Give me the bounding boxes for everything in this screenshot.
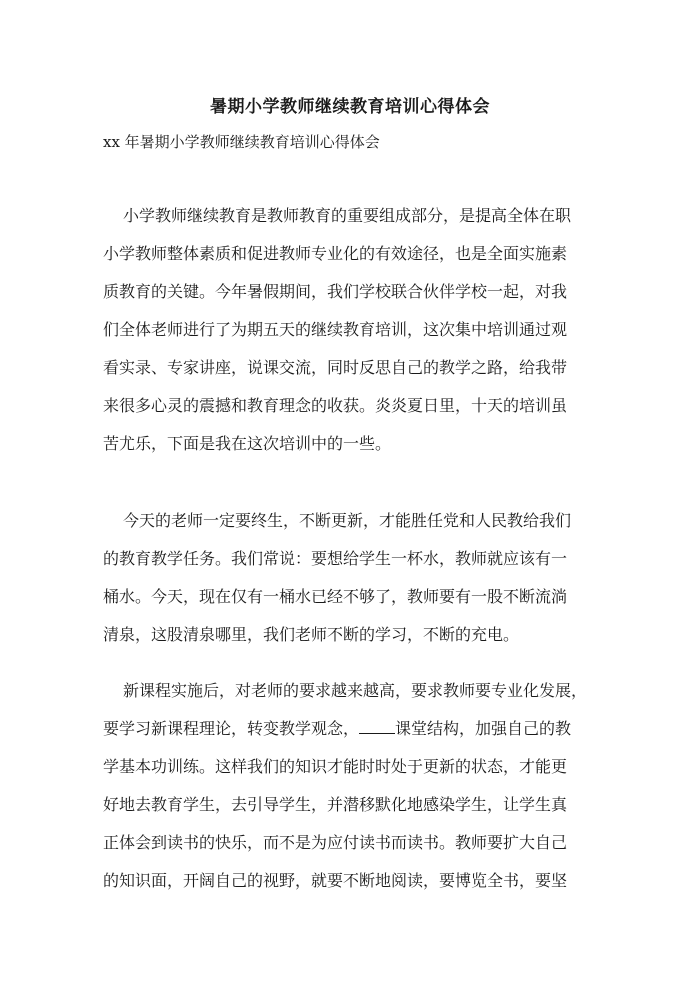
fill-in-blank [359,719,395,734]
paragraph-line: 小学教师继续教育是教师教育的重要组成部分，是提高全体在职 [123,206,572,225]
paragraph-1 [103,197,598,463]
paragraph-line-with-blank [103,710,598,748]
paragraph-line: 学基本功训练。这样我们的知识才能时时处于更新的状态，才能更 [103,757,568,776]
paragraph-line: 们全体老师进行了为期五天的继续教育培训，这次集中培训通过观 [103,320,568,339]
document-title: 暑期小学教师继续教育培训心得体会 [210,97,490,117]
paragraph-line: 好地去教育学生，去引导学生，并潜移默化地感染学生，让学生真 [103,795,568,814]
line-tail: 课堂结构，加强自己的教 [395,719,572,738]
paragraph-line: 的教育教学任务。我们常说：要想给学生一杯水，教师就应该有一 [103,549,568,568]
paragraph-line: 桶水。今天，现在仅有一桶水已经不够了，教师要有一股不断流淌 [103,587,568,606]
paragraph-line: 来很多心灵的震撼和教育理念的收获。炎炎夏日里，十天的培训虽 [103,396,568,415]
paragraph-line: 清泉，这股清泉哪里，我们老师不断的学习，不断的充电。 [103,625,520,644]
paragraph-line: 苦尤乐，下面是我在这次培训中的一些。 [103,434,392,453]
paragraph-line: 小学教师整体素质和促进教师专业化的有效途径，也是全面实施素 [103,244,568,263]
paragraph-3 [103,672,598,900]
paragraph-line: 今天的老师一定要终生，不断更新，才能胜任党和人民教给我们 [123,511,572,530]
paragraph-line: 新课程实施后，对老师的要求越来越高，要求教师要专业化发展， [123,681,588,700]
line-head: 要学习新课程理论，转变教学观念， [103,719,360,738]
paragraph-line: 看实录、专家讲座，说课交流，同时反思自己的教学之路，给我带 [103,358,568,377]
document-subtitle: xx 年暑期小学教师继续教育培训心得体会 [103,133,380,151]
paragraph-line: 质教育的关键。今年暑假期间，我们学校联合伙伴学校一起，对我 [103,282,568,301]
paragraph-line: 正体会到读书的快乐，而不是为应付读书而读书。教师要扩大自己 [103,833,568,852]
paragraph-line: 的知识面，开阔自己的视野，就要不断地阅读，要博览全书，要坚 [103,871,568,890]
paragraph-2 [103,502,598,654]
